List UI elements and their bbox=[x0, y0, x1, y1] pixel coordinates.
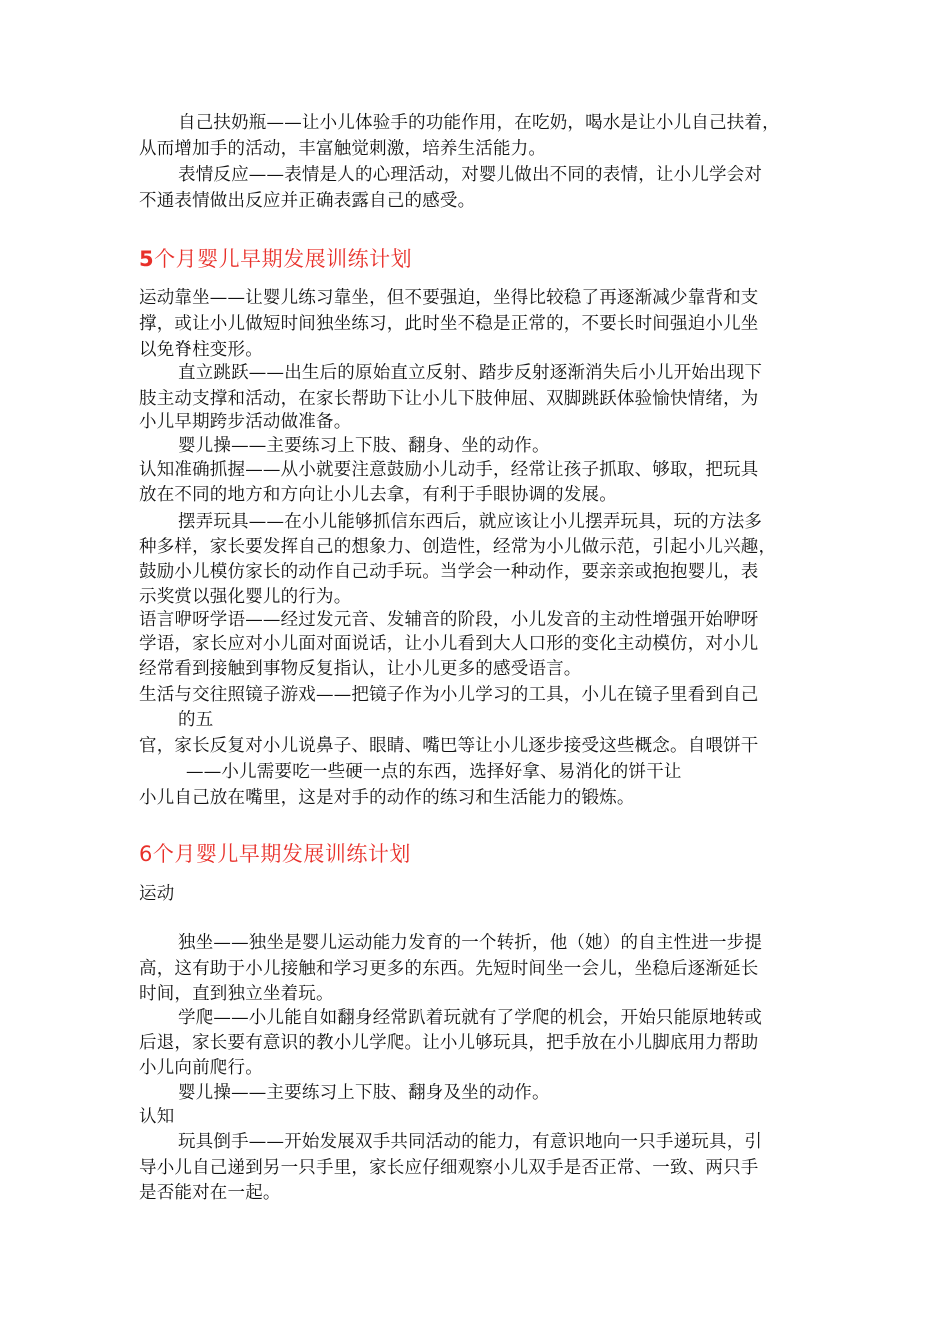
paragraph-line: 学语，家长应对小儿面对面说话，让小儿看到大人口形的变化主动模仿，对小儿 bbox=[139, 634, 759, 654]
paragraph-line: 小儿早期跨步活动做准备。 bbox=[139, 412, 352, 432]
paragraph-line: 婴儿操——主要练习上下肢、翻身、坐的动作。 bbox=[178, 436, 550, 456]
section-5-heading bbox=[139, 244, 412, 274]
paragraph-line: 种多样，家长要发挥自己的想象力、创造性，经常为小儿做示范，引起小儿兴趣， bbox=[139, 537, 777, 557]
paragraph-line: 官，家长反复对小儿说鼻子、眼睛、嘴巴等让小儿逐步接受这些概念。自喂饼干 bbox=[139, 736, 759, 756]
paragraph-line: 语言咿呀学语——经过发元音、发辅音的阶段，小儿发音的主动性增强开始咿呀 bbox=[139, 610, 759, 630]
paragraph-line: 玩具倒手——开始发展双手共同活动的能力，有意识地向一只手递玩具，引 bbox=[178, 1132, 763, 1152]
paragraph-line: 独坐——独坐是婴儿运动能力发育的一个转折，他（她）的自主性进一步提 bbox=[178, 933, 763, 953]
paragraph-line: 后退，家长要有意识的教小儿学爬。让小儿够玩具，把手放在小儿脚底用力帮助 bbox=[139, 1033, 759, 1053]
paragraph-line: 小儿自己放在嘴里，这是对手的动作的练习和生活能力的锻炼。 bbox=[139, 788, 635, 808]
paragraph-line: ——小儿需要吃一些硬一点的东西，选择好拿、易消化的饼干让 bbox=[186, 762, 682, 782]
paragraph-line: 从而增加手的活动，丰富触觉刺激，培养生活能力。 bbox=[139, 139, 547, 159]
subheading-cognition: 认知 bbox=[139, 1107, 175, 1127]
paragraph-line: 撑，或让小儿做短时间独坐练习，此时坐不稳是正常的，不要长时间强迫小儿坐 bbox=[139, 314, 759, 334]
paragraph-line: 摆弄玩具——在小儿能够抓信东西后，就应该让小儿摆弄玩具，玩的方法多 bbox=[178, 512, 763, 532]
paragraph-line: 时间，直到独立坐着玩。 bbox=[139, 984, 334, 1004]
paragraph-line: 高，这有助于小儿接触和学习更多的东西。先短时间坐一会儿，坐稳后逐渐延长 bbox=[139, 959, 759, 979]
subheading-motor: 运动 bbox=[139, 884, 175, 904]
section-6-title: 个月婴儿早期发展训练计划 bbox=[152, 842, 411, 866]
section-6-heading bbox=[139, 839, 411, 869]
paragraph-line: 经常看到接触到事物反复指认，让小儿更多的感受语言。 bbox=[139, 659, 582, 679]
paragraph-line: 小儿向前爬行。 bbox=[139, 1058, 263, 1078]
paragraph-line: 自己扶奶瓶——让小儿体验手的功能作用，在吃奶，喝水是让小儿自己扶着， bbox=[178, 113, 780, 133]
paragraph-line: 直立跳跃——出生后的原始直立反射、踏步反射逐渐消失后小儿开始出现下 bbox=[178, 363, 763, 383]
paragraph-line: 的五 bbox=[178, 710, 214, 730]
paragraph-line: 学爬——小儿能自如翻身经常趴着玩就有了学爬的机会，开始只能原地转或 bbox=[178, 1008, 763, 1028]
paragraph-line: 表情反应——表情是人的心理活动，对婴儿做出不同的表情，让小儿学会对 bbox=[178, 165, 763, 185]
paragraph-line: 放在不同的地方和方向让小儿去拿，有利于手眼协调的发展。 bbox=[139, 485, 617, 505]
paragraph-line: 示奖赏以强化婴儿的行为。 bbox=[139, 587, 352, 607]
paragraph-line: 婴儿操——主要练习上下肢、翻身及坐的动作。 bbox=[178, 1083, 550, 1103]
paragraph-line: 鼓励小儿模仿家长的动作自己动手玩。当学会一种动作，要亲亲或抱抱婴儿，表 bbox=[139, 562, 759, 582]
paragraph-line: 以免脊柱变形。 bbox=[139, 340, 263, 360]
paragraph-line: 生活与交往照镜子游戏——把镜子作为小儿学习的工具，小儿在镜子里看到自己 bbox=[139, 685, 759, 705]
section-5-number: 5 bbox=[139, 247, 155, 271]
paragraph-line: 肢主动支撑和活动，在家长帮助下让小儿下肢伸屈、双脚跳跃体验愉快情绪，为 bbox=[139, 389, 759, 409]
paragraph-line: 是否能对在一起。 bbox=[139, 1183, 281, 1203]
section-5-title: 个月婴儿早期发展训练计划 bbox=[154, 247, 413, 271]
paragraph-line: 不通表情做出反应并正确表露自己的感受。 bbox=[139, 191, 476, 211]
paragraph-line: 导小儿自己递到另一只手里，家长应仔细观察小儿双手是否正常、一致、两只手 bbox=[139, 1158, 759, 1178]
paragraph-line: 认知准确抓握——从小就要注意鼓励小儿动手，经常让孩子抓取、够取，把玩具 bbox=[139, 460, 759, 480]
paragraph-line: 运动靠坐——让婴儿练习靠坐，但不要强迫，坐得比较稳了再逐渐减少靠背和支 bbox=[139, 288, 759, 308]
section-6-number: 6 bbox=[139, 842, 153, 866]
